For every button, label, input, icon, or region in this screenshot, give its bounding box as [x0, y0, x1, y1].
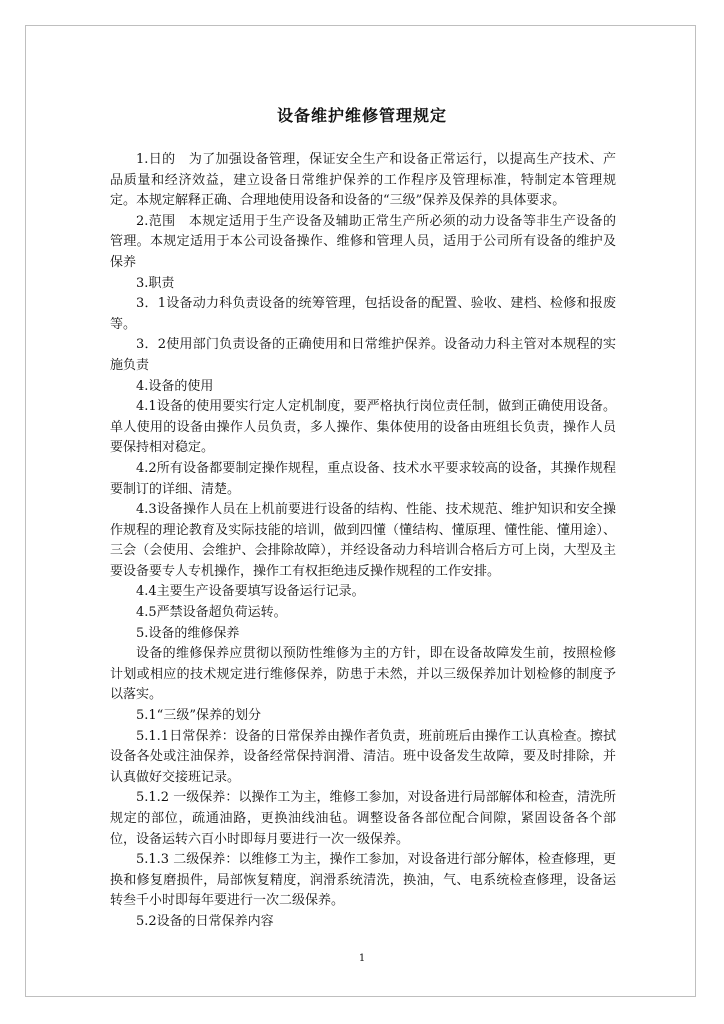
heading-responsibilities: 3.职责 [136, 275, 175, 291]
heading-maintenance: 5.设备的维修保养 [136, 625, 240, 641]
heading-5-2: 5.2设备的日常保养内容 [136, 913, 274, 929]
paragraph-4-5: 4.5严禁设备超负荷运转。 [136, 605, 287, 621]
paragraph-4-3: 4.3设备操作人员在上机前要进行设备的结构、性能、技术规范、维护知识和安全操作规程的理论教育及实际技能的培训，做到四懂（懂结构、懂原理、懂性能、懂用途）、三会（会使用、会维护、会排除故障），并经设备动力科培训合格后方可上岗，大型及主要设备要专人专机操作，操作工有权拒绝违反操作规程的工作安排。 [110, 502, 616, 579]
paragraph-5-1-3: 5.1.3 二级保养：以维修工为主，操作工参加，对设备进行部分解体，检查修理，更换和修复磨损件，局部恢复精度，润滑系统清洗，换油，气、电系统检查修理，设备运转叁千小时即每年要进行一次二级保养。 [110, 852, 616, 909]
heading-equipment-use: 4.设备的使用 [136, 378, 214, 394]
paragraph-5-1-1: 5.1.1日常保养：设备的日常保养由操作者负责，班前班后由操作工认真检查。擦拭设备各处或注油保养，设备经常保持润滑、清洁。班中设备发生故障，要及时排除，并认真做好交接班记录。 [110, 728, 616, 785]
paragraph-3-1: 3．1设备动力科负责设备的统筹管理，包括设备的配置、验收、建档、检修和报废等。 [110, 296, 616, 332]
paragraph-scope: 2.范围 本规定适用于生产设备及辅助正常生产所必须的动力设备等非生产设备的管理。本规定适用于本公司设备操作、维修和管理人员，适用于公司所有设备的维护及保养 [110, 213, 616, 270]
paragraph-4-4: 4.4主要生产设备要填写设备运行记录。 [136, 584, 365, 600]
document-title: 设备维护维修管理规定 [276, 106, 447, 125]
heading-5-1: 5.1“三级”保养的划分 [136, 708, 261, 724]
paragraph-4-1: 4.1设备的使用要实行定人定机制度，要严格执行岗位责任制，做到正确使用设备。单人使用的设备由操作人员负责，多人操作、集体使用的设备由班组长负责，操作人员要保持相对稳定。 [110, 399, 616, 456]
page-number: 1 [358, 953, 366, 964]
document-body [110, 150, 616, 933]
paragraph-3-2: 3．2使用部门负责设备的正确使用和日常维护保养。设备动力科主管对本规程的实施负责 [110, 337, 616, 373]
paragraph-4-2: 4.2所有设备都要制定操作规程，重点设备、技术水平要求较高的设备，其操作规程要制订的详细、清楚。 [110, 460, 616, 497]
paragraph-maintenance-intro: 设备的维修保养应贯彻以预防性维修为主的方针，即在设备故障发生前，按照检修计划或相应的技术规定进行维修保养，防患于未然，并以三级保养加计划检修的制度予以落实。 [110, 646, 616, 703]
paragraph-5-1-2: 5.1.2 一级保养：以操作工为主，维修工参加，对设备进行局部解体和检查，清洗所规定的部位，疏通油路，更换油线油毡。调整设备各部位配合间隙，紧固设备各个部位，设备运转六百小时即每月要进行一次一级保养。 [110, 790, 616, 847]
paragraph-purpose: 1.日的 为了加强设备管理，保证安全生产和设备正常运行，以提高生产技术、产品质量和经济效益，建立设备日常维护保养的工作程序及管理标准，特制定本管理规定。本规定解释正确、合理地使用设备和设备的“三级”保养及保养的具体要求。 [110, 152, 616, 209]
